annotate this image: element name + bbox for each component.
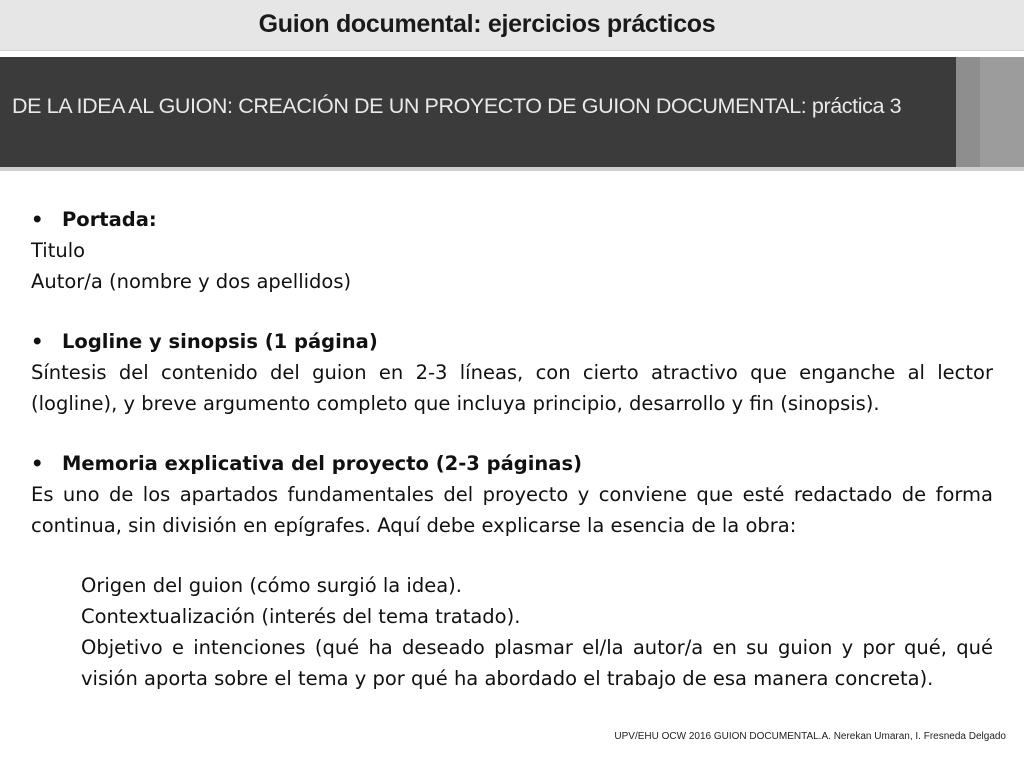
section-banner bbox=[0, 57, 956, 167]
section-memoria bbox=[31, 448, 993, 694]
slide-content bbox=[31, 204, 993, 694]
banner-accent-inner bbox=[980, 57, 1024, 167]
banner-divider bbox=[0, 167, 1024, 171]
memoria-item-objetivo: Objetivo e intenciones (qué ha deseado plasmar el/la autor/a en su guion y por qué, qué visión aporta sobre el tema y por qué ha abordado el trabajo de esa manera concreta). bbox=[81, 636, 993, 690]
section-heading bbox=[31, 204, 993, 235]
section-heading bbox=[31, 448, 993, 479]
section-portada bbox=[31, 204, 993, 297]
bullet-icon: • bbox=[31, 208, 44, 231]
memoria-item-origen: Origen del guion (cómo surgió la idea). bbox=[81, 574, 462, 597]
slide-title: Guion documental: ejercicios prácticos bbox=[258, 10, 716, 38]
portada-line-title: Titulo bbox=[31, 239, 86, 262]
banner-accent-block bbox=[956, 57, 1024, 167]
bullet-icon: • bbox=[31, 452, 44, 475]
bullet-icon: • bbox=[31, 330, 44, 353]
slide-header-bar bbox=[0, 0, 1024, 51]
heading-text: Logline y sinopsis (1 página) bbox=[62, 330, 378, 353]
portada-line-author: Autor/a (nombre y dos apellidos) bbox=[31, 270, 352, 293]
banner-sub-text: práctica 3 bbox=[806, 94, 902, 118]
memoria-item-contexto: Contextualización (interés del tema tratado). bbox=[81, 605, 521, 628]
logline-paragraph: Síntesis del contenido del guion en 2-3 líneas, con cierto atractivo que enganche al lector (logline), y breve argumento completo que incluya principio, desarrollo y fin (sinopsis). bbox=[31, 361, 993, 415]
banner-title bbox=[12, 94, 901, 119]
heading-text: Portada: bbox=[62, 208, 157, 231]
heading-text: Memoria explicativa del proyecto (2-3 páginas) bbox=[62, 452, 582, 475]
section-logline bbox=[31, 326, 993, 419]
banner-main-text: DE LA IDEA AL GUION: CREACIÓN DE UN PROYECTO DE GUION DOCUMENTAL: bbox=[12, 94, 807, 118]
memoria-items bbox=[31, 570, 993, 694]
memoria-paragraph: Es uno de los apartados fundamentales del proyecto y conviene que esté redactado de forma continua, sin división en epígrafes. Aquí debe explicarse la esencia de la obra: bbox=[31, 483, 993, 537]
section-heading bbox=[31, 326, 993, 357]
slide-footer: UPV/EHU OCW 2016 GUION DOCUMENTAL.A. Nerekan Umaran, I. Fresneda Delgado bbox=[614, 731, 1006, 742]
